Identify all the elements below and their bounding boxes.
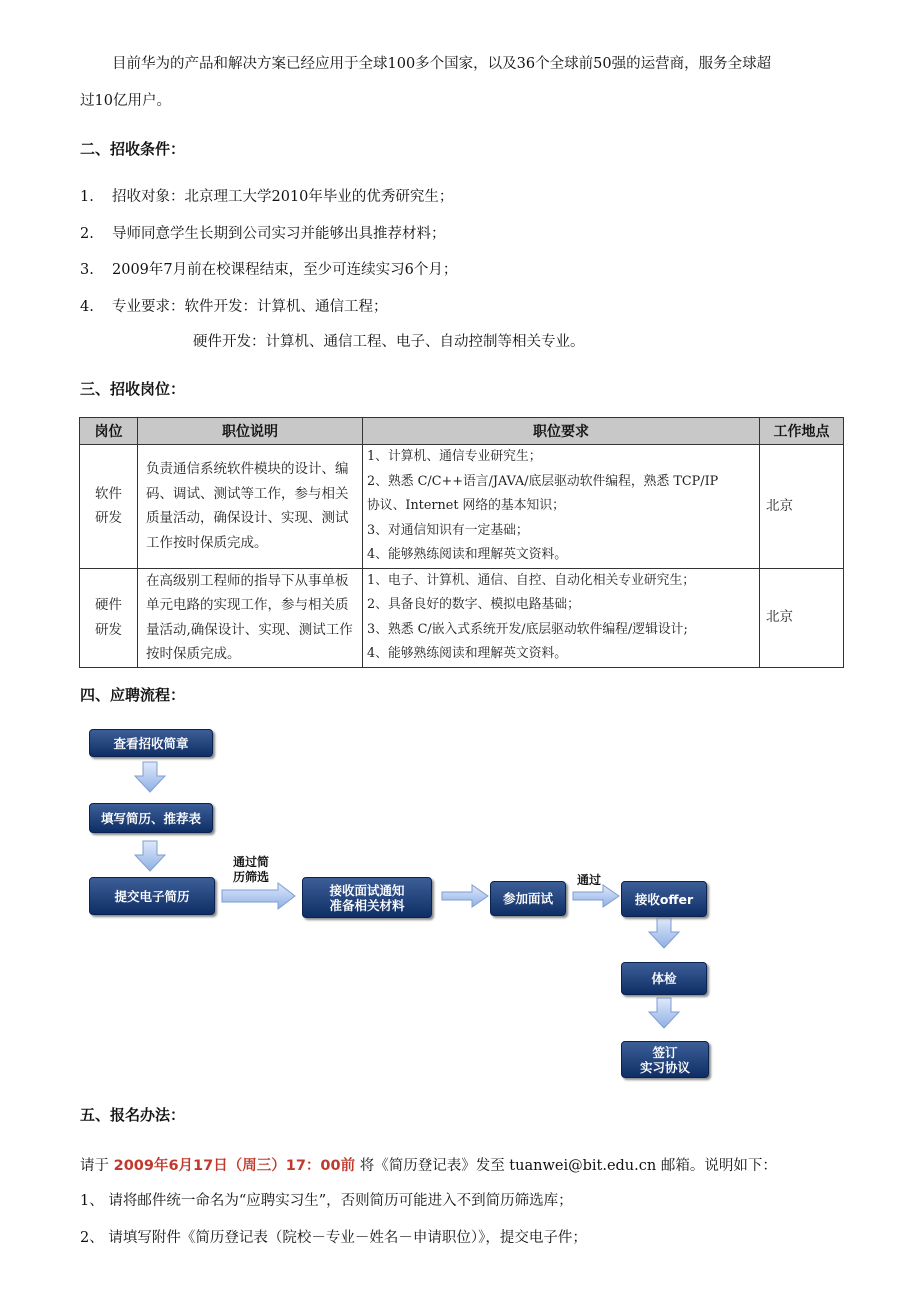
positions-heading: 三、招收岗位：	[80, 380, 186, 398]
step-submit-resume: 提交电子简历	[89, 877, 215, 915]
apply-item-2: 2、 请填写附件《简历登记表（院校－专业－姓名－申请职位）》，提交电子件；	[80, 1230, 587, 1246]
intro-line-1: 目前华为的产品和解决方案已经应用于全球100多个国家，以及36个全球前50强的运营商，服务全球超	[112, 56, 772, 72]
location-cell: 北京	[760, 568, 844, 667]
apply-item-1: 1、 请将邮件统一命名为“应聘实习生”，否则简历可能进入不到简历筛选库；	[80, 1193, 573, 1209]
intro-line-2: 过10亿用户。	[80, 93, 171, 109]
apply-heading: 五、报名办法：	[80, 1106, 186, 1124]
step-sign-agreement: 签订 实习协议	[621, 1041, 709, 1078]
arrow-down-icon	[649, 998, 679, 1028]
requirements-cell: 1、计算机、通信专业研究生； 2、熟悉 C/C++语言/JAVA/底层驱动软件编程，熟悉 TCP/IP 协议、Internet 网络的基本知识； 3、对通信知识有一定基础； 4、能够熟练阅读和理解英文资料。	[363, 445, 760, 569]
step-attend-interview: 参加面试	[490, 881, 566, 916]
step-fill-resume: 填写简历、推荐表	[89, 803, 213, 833]
label-pass-screening: 通过简 历筛选	[233, 855, 270, 884]
arrow-down-icon	[649, 918, 679, 948]
condition-item-4-extra: 硬件开发：计算机、通信工程、电子、自动控制等相关专业。	[193, 334, 585, 350]
process-heading: 四、应聘流程：	[80, 686, 186, 704]
step-interview-notice: 接收面试通知 准备相关材料	[302, 877, 432, 918]
header-location: 工作地点	[760, 418, 844, 445]
header-position: 岗位	[80, 418, 138, 445]
position-cell: 软件 研发	[80, 445, 138, 569]
label-pass: 通过	[577, 873, 602, 887]
location-cell: 北京	[760, 445, 844, 569]
deadline-date: 2009年6月17日（周三）17：00前	[113, 1158, 356, 1174]
condition-item-4: 4. 专业要求：软件开发：计算机、通信工程；	[80, 299, 388, 315]
requirements-cell: 1、电子、计算机、通信、自控、自动化相关专业研究生； 2、具备良好的数字、模拟电路基础； 3、熟悉 C/嵌入式系统开发/底层驱动软件编程/逻辑设计; 4、能够熟练阅读和理解英文资料。	[363, 568, 760, 667]
step-physical-exam: 体检	[621, 962, 707, 995]
condition-item-3: 3. 2009年7月前在校课程结束，至少可连续实习6个月；	[80, 262, 458, 278]
apply-instruction: 请于 2009年6月17日（周三）17：00前 将《简历登记表》发至 tuanwei@bit.edu.cn 邮箱。说明如下：	[80, 1158, 777, 1174]
arrow-right-icon	[442, 885, 488, 907]
arrow-down-icon	[135, 762, 165, 792]
header-description: 职位说明	[138, 418, 363, 445]
position-cell: 硬件 研发	[80, 568, 138, 667]
description-cell: 负责通信系统软件模块的设计、编码、调试、测试等工作，参与相关质量活动，确保设计、实现、测试工作按时保质完成。	[138, 445, 363, 569]
conditions-heading: 二、招收条件：	[80, 140, 186, 158]
condition-item-2: 2. 导师同意学生长期到公司实习并能够出具推荐材料；	[80, 226, 446, 242]
step-receive-offer: 接收offer	[621, 881, 707, 917]
step-view-brochure: 查看招收简章	[89, 729, 213, 757]
condition-item-1: 1. 招收对象：北京理工大学2010年毕业的优秀研究生；	[80, 189, 454, 205]
arrow-right-icon	[222, 883, 295, 909]
arrow-right-icon	[573, 885, 619, 907]
description-cell: 在高级别工程师的指导下从事单板单元电路的实现工作，参与相关质量活动,确保设计、实现、测试工作按时保质完成。	[138, 568, 363, 667]
arrow-down-icon	[135, 841, 165, 871]
header-requirements: 职位要求	[363, 418, 760, 445]
